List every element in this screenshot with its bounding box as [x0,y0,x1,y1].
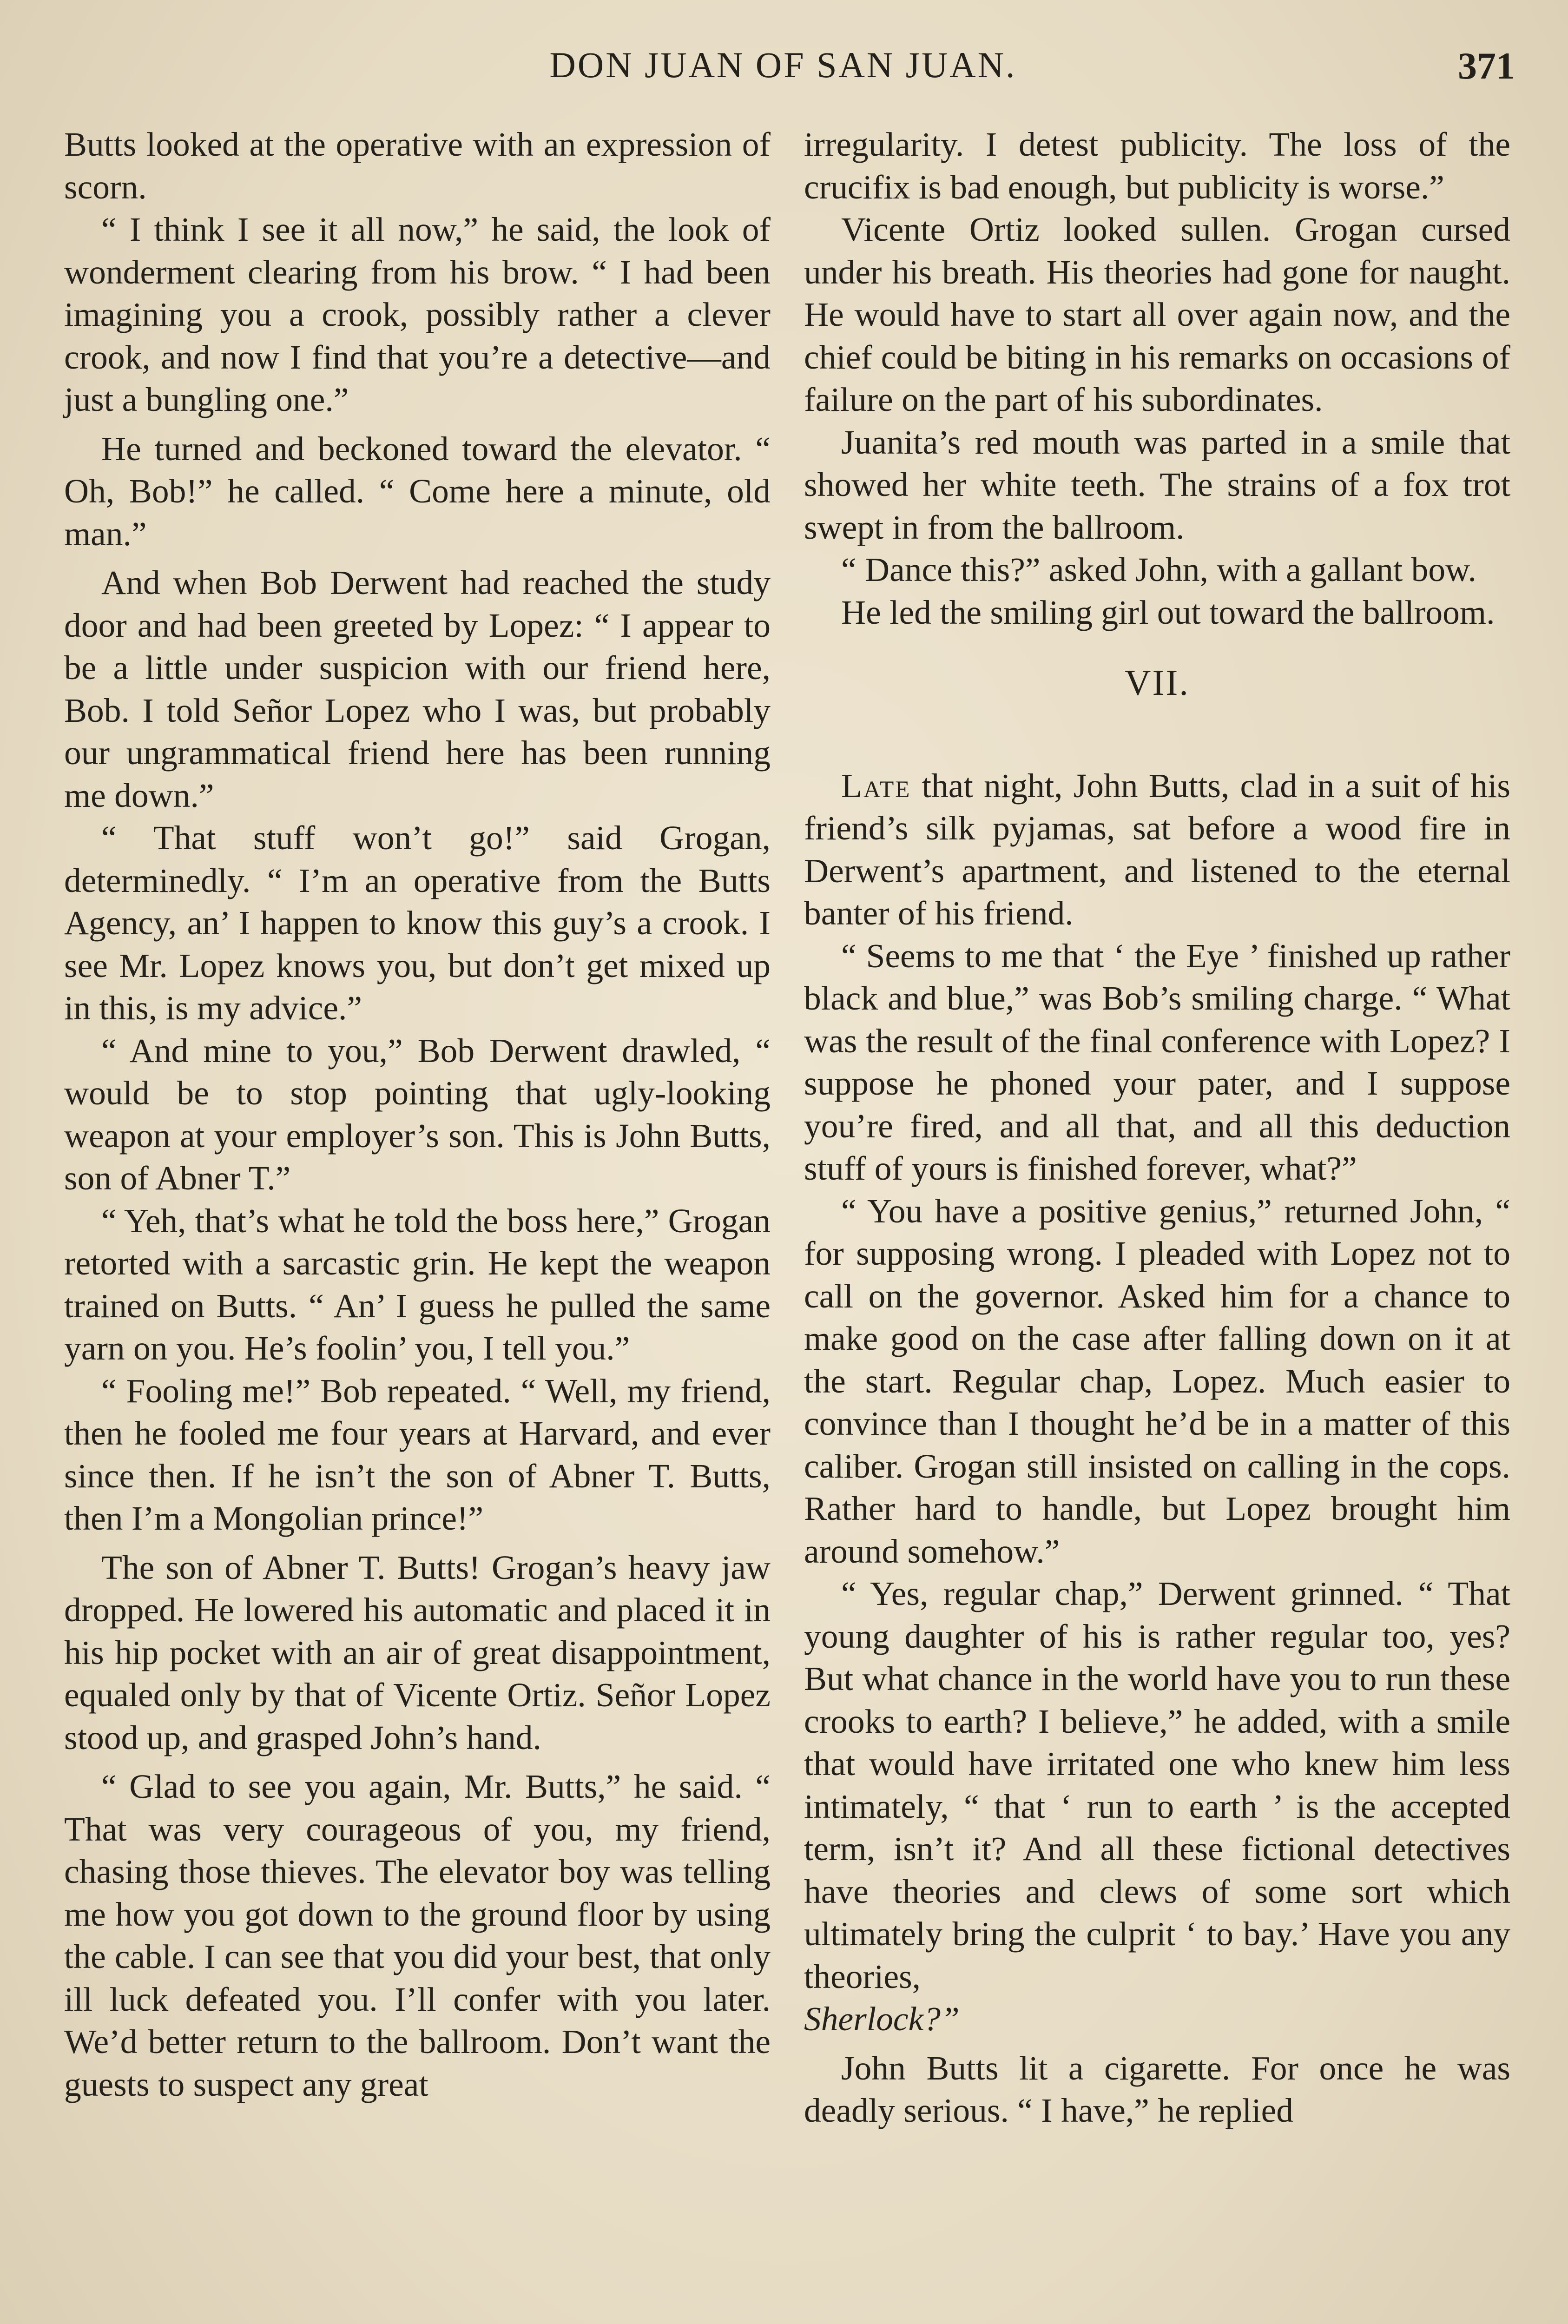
lead-word: Late [841,766,911,805]
paragraph: “ And mine to you,” Bob Derwent drawled, “ would be to stop pointing that ugly-looking weapon at your employer’s son. This is John Butts, son of Abner T.” [64,1031,771,1197]
paragraph: Butts looked at the operative with an expression of scorn. [64,125,771,206]
paragraph: “ Yeh, that’s what he told the boss here,” Grogan retorted with a sarcastic grin. He kept the weapon trained on Butts. “ An’ I guess he pulled the same yarn on you. He’s foolin’ you, I tell you.” [64,1202,771,1367]
paragraph: “ You have a positive genius,” returned John, “ for supposing wrong. I pleaded with Lopez not to call on the governor. Asked him for a chance to make good on the case after falling down on it at the start. Regular chap, Lopez. Much easier to convince than I thought he’d be in a matter of this caliber. Grogan still insisted on calling in the cops. Rather hard to handle, but Lopez brought him around somehow.” [804,1192,1510,1570]
left-column [64,123,771,2106]
paragraph: irregularity. I detest publicity. The loss of the crucifix is bad enough, but publicity is worse.” [804,125,1510,206]
paragraph: “ That stuff won’t go!” said Grogan, determinedly. “ I’m an operative from the Butts Agency, an’ I happen to know this guy’s a crook. I see Mr. Lopez knows you, but don’t get mixed up in this, is my advice.” [64,819,771,1027]
paragraph: “ Glad to see you again, Mr. Butts,” he said. “ That was very courageous of you, my friend, chasing those thieves. The elevator boy was telling me how you got down to the ground floor by using the cable. I can see that you did your best, that only ill luck defeated you. I’ll confer with you later. We’d better return to the ballroom. Don’t want the guests to suspect any great [64,1768,771,2103]
paragraph: Vicente Ortiz looked sullen. Grogan cursed under his breath. His theories had gone for naught. He would have to start all over again now, and the chief could be biting in his remarks on occasions of failure on the part of his subordinates. [804,211,1510,418]
paragraph: He led the smiling girl out toward the ballroom. [841,593,1495,631]
paragraph [804,1572,1510,2040]
paragraph: He turned and beckoned toward the elevator. “ Oh, Bob!” he called. “ Come here a minute, old man.” [64,429,771,553]
right-column [804,123,1510,2132]
paragraph-text: “ Yes, regular chap,” Derwent grinned. “ That young daughter of his is rather regular too, yes? But what chance in the world have you to run these crooks to earth? I believe,” he added, with a smile that would have irritated one who knew him less intimately, “ that ‘ run to earth ’ is the accepted term, isn’t it? And all these fictional detectives have theories and clews of some sort which ultimately bring the culprit ‘ to bay.’ Have you any theories, [804,1575,1510,1995]
section-heading: VII. [1125,662,1190,703]
page-number: 371 [1458,45,1515,87]
paragraph-text: that night, John Butts, clad in a suit of his friend’s silk pyjamas, sat before a wood fire in Derwent’s apartment, and listened to the eternal banter of his friend. [804,766,1510,932]
sherlock-italic: Sherlock?” [804,2000,960,2038]
running-head: DON JUAN OF SAN JUAN. [549,45,1017,85]
paragraph: “ I think I see it all now,” he said, the look of wonderment clearing from his brow. “ I had been imagining you a crook, possibly rather a clever crook, and now I find that you’re a detective—and just a bungling one.” [64,211,771,418]
paragraph: John Butts lit a cigarette. For once he was deadly serious. “ I have,” he replied [804,2049,1510,2129]
paragraph: “ Dance this?” asked John, with a gallant bow. [841,551,1476,588]
page-header [51,44,1515,100]
paragraph [804,765,1510,935]
paragraph: And when Bob Derwent had reached the study door and had been greeted by Lopez: “ I appear to be a little under suspicion with our friend here, Bob. I told Señor Lopez who I was, but probably our ungrammatical friend here has been running me down.” [64,564,771,814]
paragraph: Juanita’s red mouth was parted in a smile that showed her white teeth. The strains of a fox trot swept in from the ballroom. [804,423,1510,546]
paragraph: The son of Abner T. Butts! Grogan’s heavy jaw dropped. He lowered his automatic and placed it in his hip pocket with an air of great disappointment, equaled only by that of Vicente Ortiz. Señor Lopez stood up, and grasped John’s hand. [64,1548,771,1756]
paragraph: “ Seems to me that ‘ the Eye ’ finished up rather black and blue,” was Bob’s smiling charge. “ What was the result of the final conference with Lopez? I suppose he phoned your pater, and I suppose you’re fired, and all that, and all this deduction stuff of yours is finished forever, what?” [804,937,1510,1187]
paragraph: “ Fooling me!” Bob repeated. “ Well, my friend, then he fooled me four years at Harvard, and ever since then. If he isn’t the son of Abner T. Butts, then I’m a Mongolian prince!” [64,1372,771,1537]
